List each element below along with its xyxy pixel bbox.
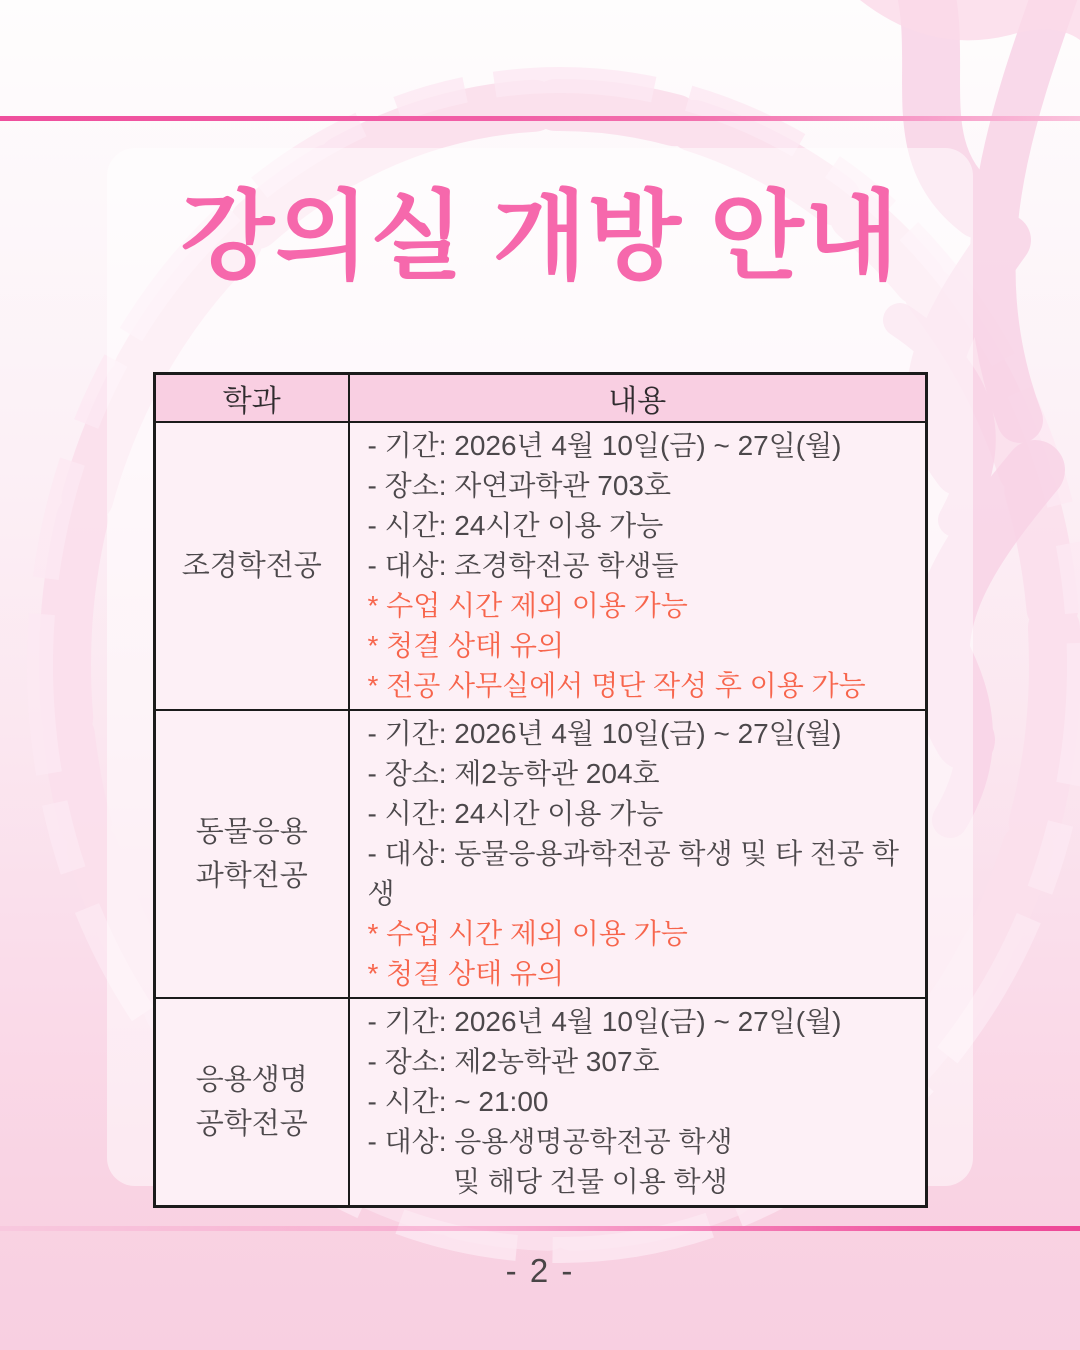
note-line: * 수업 시간 제외 이용 가능 [367, 918, 688, 949]
department-name-line: 응용생명 [195, 1064, 308, 1096]
page-number: - 2 - [505, 1252, 575, 1289]
department-name-line: 과학전공 [195, 860, 308, 892]
detail-line: - 기간: 2026년 4월 10일(금) ~ 27일(월) [367, 718, 842, 749]
department-name-line: 공학전공 [195, 1108, 308, 1140]
corner-brush-blob [860, 0, 1080, 40]
department-cell [155, 998, 349, 1207]
detail-line: - 대상: 조경학전공 학생들 [367, 550, 679, 581]
department-cell [155, 710, 349, 998]
detail-line: - 장소: 자연과학관 703호 [367, 470, 672, 501]
detail-line: 및 해당 건물 이용 학생 [367, 1166, 728, 1197]
detail-line: - 장소: 제2농학관 307호 [367, 1046, 660, 1077]
detail-line: - 기간: 2026년 4월 10일(금) ~ 27일(월) [367, 430, 842, 461]
note-line: * 전공 사무실에서 명단 작성 후 이용 가능 [367, 670, 866, 701]
detail-line: - 기간: 2026년 4월 10일(금) ~ 27일(월) [367, 1006, 842, 1037]
note-line: * 청결 상태 유의 [367, 630, 565, 661]
content-cell [349, 422, 927, 710]
detail-line: - 대상: 동물응용과학전공 학생 및 타 전공 학생 [367, 838, 899, 909]
department-name-line: 조경학전공 [181, 550, 322, 582]
bottom-divider-line [0, 1226, 1080, 1231]
table-row [155, 710, 927, 998]
table-body [155, 422, 927, 1207]
content-cell [349, 710, 927, 998]
detail-line: - 대상: 응용생명공학전공 학생 [367, 1126, 733, 1157]
detail-line: - 시간: 24시간 이용 가능 [367, 510, 664, 541]
note-line: * 청결 상태 유의 [367, 958, 565, 989]
classroom-open-table [153, 372, 928, 1208]
detail-line: - 시간: 24시간 이용 가능 [367, 798, 664, 829]
top-divider-line [0, 116, 1080, 121]
table-header-row [155, 374, 927, 423]
note-line: * 수업 시간 제외 이용 가능 [367, 590, 688, 621]
department-name-line: 동물응용 [195, 816, 308, 848]
department-cell [155, 422, 349, 710]
page-title: 강의실 개방 안내 [180, 182, 900, 291]
detail-line: - 시간: ~ 21:00 [367, 1086, 549, 1117]
column-header-department: 학과 [155, 374, 349, 423]
detail-line: - 장소: 제2농학관 204호 [367, 758, 660, 789]
column-header-content: 내용 [349, 374, 927, 423]
table-row [155, 422, 927, 710]
content-cell [349, 998, 927, 1207]
table-row [155, 998, 927, 1207]
